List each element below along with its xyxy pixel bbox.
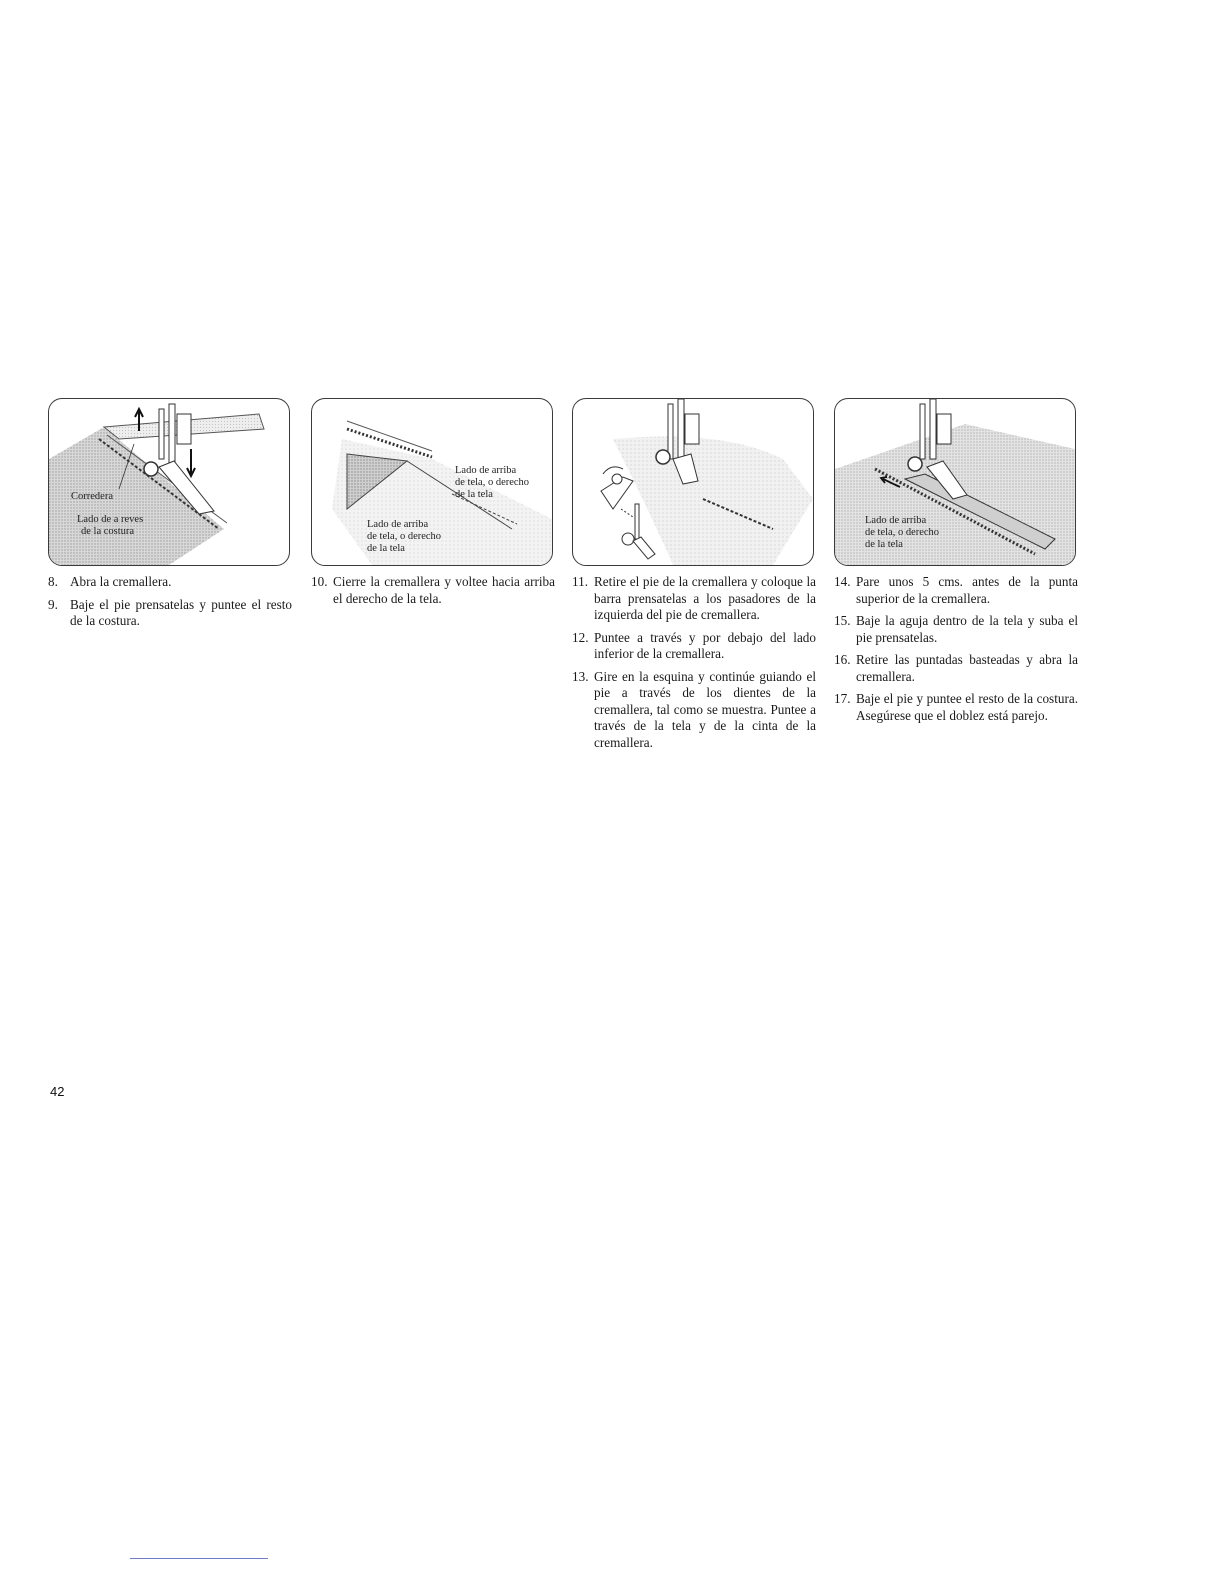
step-text: Retire las puntadas basteadas y abra la cremallera.	[856, 652, 1078, 684]
step-10	[311, 574, 555, 607]
fig2-label-5: de tela, o derecho	[367, 531, 442, 542]
step-text: Cierre la cremallera y voltee hacia arriba el derecho de la tela.	[333, 574, 555, 606]
step-number: 16.	[834, 652, 851, 667]
step-text: Puntee a través y por debajo del lado inferior de la cremallera.	[594, 629, 816, 661]
instructions-column-3	[572, 574, 816, 757]
step-11	[572, 574, 816, 624]
fig4-label-3: de la tela	[865, 539, 903, 550]
sewing-illustration-4	[835, 399, 1075, 565]
step-text: Baje el pie y puntee el resto de la costura. Asegúrese que el doblez está parejo.	[856, 691, 1078, 723]
step-text: Pare unos 5 cms. antes de la punta superior de la cremallera.	[856, 574, 1078, 606]
fig2-label-6: de la tela	[367, 543, 405, 554]
step-13	[572, 669, 816, 752]
step-8	[48, 574, 292, 591]
step-16	[834, 652, 1078, 685]
fig2-label-2: de tela, o derecho	[455, 477, 530, 488]
step-number: 8.	[48, 574, 58, 589]
step-number: 10.	[311, 574, 328, 589]
step-number: 12.	[572, 629, 589, 645]
step-text: Abra la cremallera.	[70, 574, 172, 589]
step-number: 9.	[48, 596, 58, 612]
fig2-label-1: Lado de arriba	[455, 465, 517, 476]
sewing-illustration-2	[312, 399, 552, 565]
figure-finish-seam	[834, 398, 1076, 566]
step-text: Retire el pie de la cremallera y coloque la barra prensatelas a los pasadores de la izquierda del pie de cremallera.	[594, 574, 816, 622]
footer-divider	[130, 1558, 268, 1559]
sewing-illustration-1	[49, 399, 289, 565]
fig1-label-3: de la costura	[81, 526, 135, 537]
step-12	[572, 630, 816, 663]
step-9	[48, 597, 292, 630]
step-17	[834, 691, 1078, 724]
figure-close-zipper	[311, 398, 553, 566]
sewing-illustration-3	[573, 399, 813, 565]
instructions-column-4	[834, 574, 1078, 730]
figure-open-zipper	[48, 398, 290, 566]
step-text: Baje la aguja dentro de la tela y suba el pie prensatelas.	[856, 613, 1078, 645]
fig1-label-2: Lado de a reves	[77, 514, 144, 525]
step-14	[834, 574, 1078, 607]
step-text: Gire en la esquina y continúe guiando el pie a través de los dientes de la cremallera, tal como se muestra. Puntee a través de la tela y de la cinta de la cremallera.	[594, 668, 816, 750]
step-text: Baje el pie prensatelas y puntee el resto de la costura.	[70, 596, 292, 628]
instructions-column-1	[48, 574, 292, 636]
step-number: 15.	[834, 613, 851, 628]
page-number: 42	[50, 1084, 65, 1099]
step-number: 13.	[572, 668, 589, 684]
step-number: 14.	[834, 574, 851, 589]
step-15	[834, 613, 1078, 646]
fig2-label-4: Lado de arriba	[367, 519, 429, 530]
step-number: 11.	[572, 574, 588, 589]
step-number: 17.	[834, 691, 851, 706]
fig1-label-1: Corredera	[71, 491, 113, 502]
fig4-label-2: de tela, o derecho	[865, 527, 940, 538]
fig2-label-3: de la tela	[455, 489, 493, 500]
instructions-column-2	[311, 574, 555, 613]
figure-change-foot	[572, 398, 814, 566]
fig4-label-1: Lado de arriba	[865, 515, 927, 526]
